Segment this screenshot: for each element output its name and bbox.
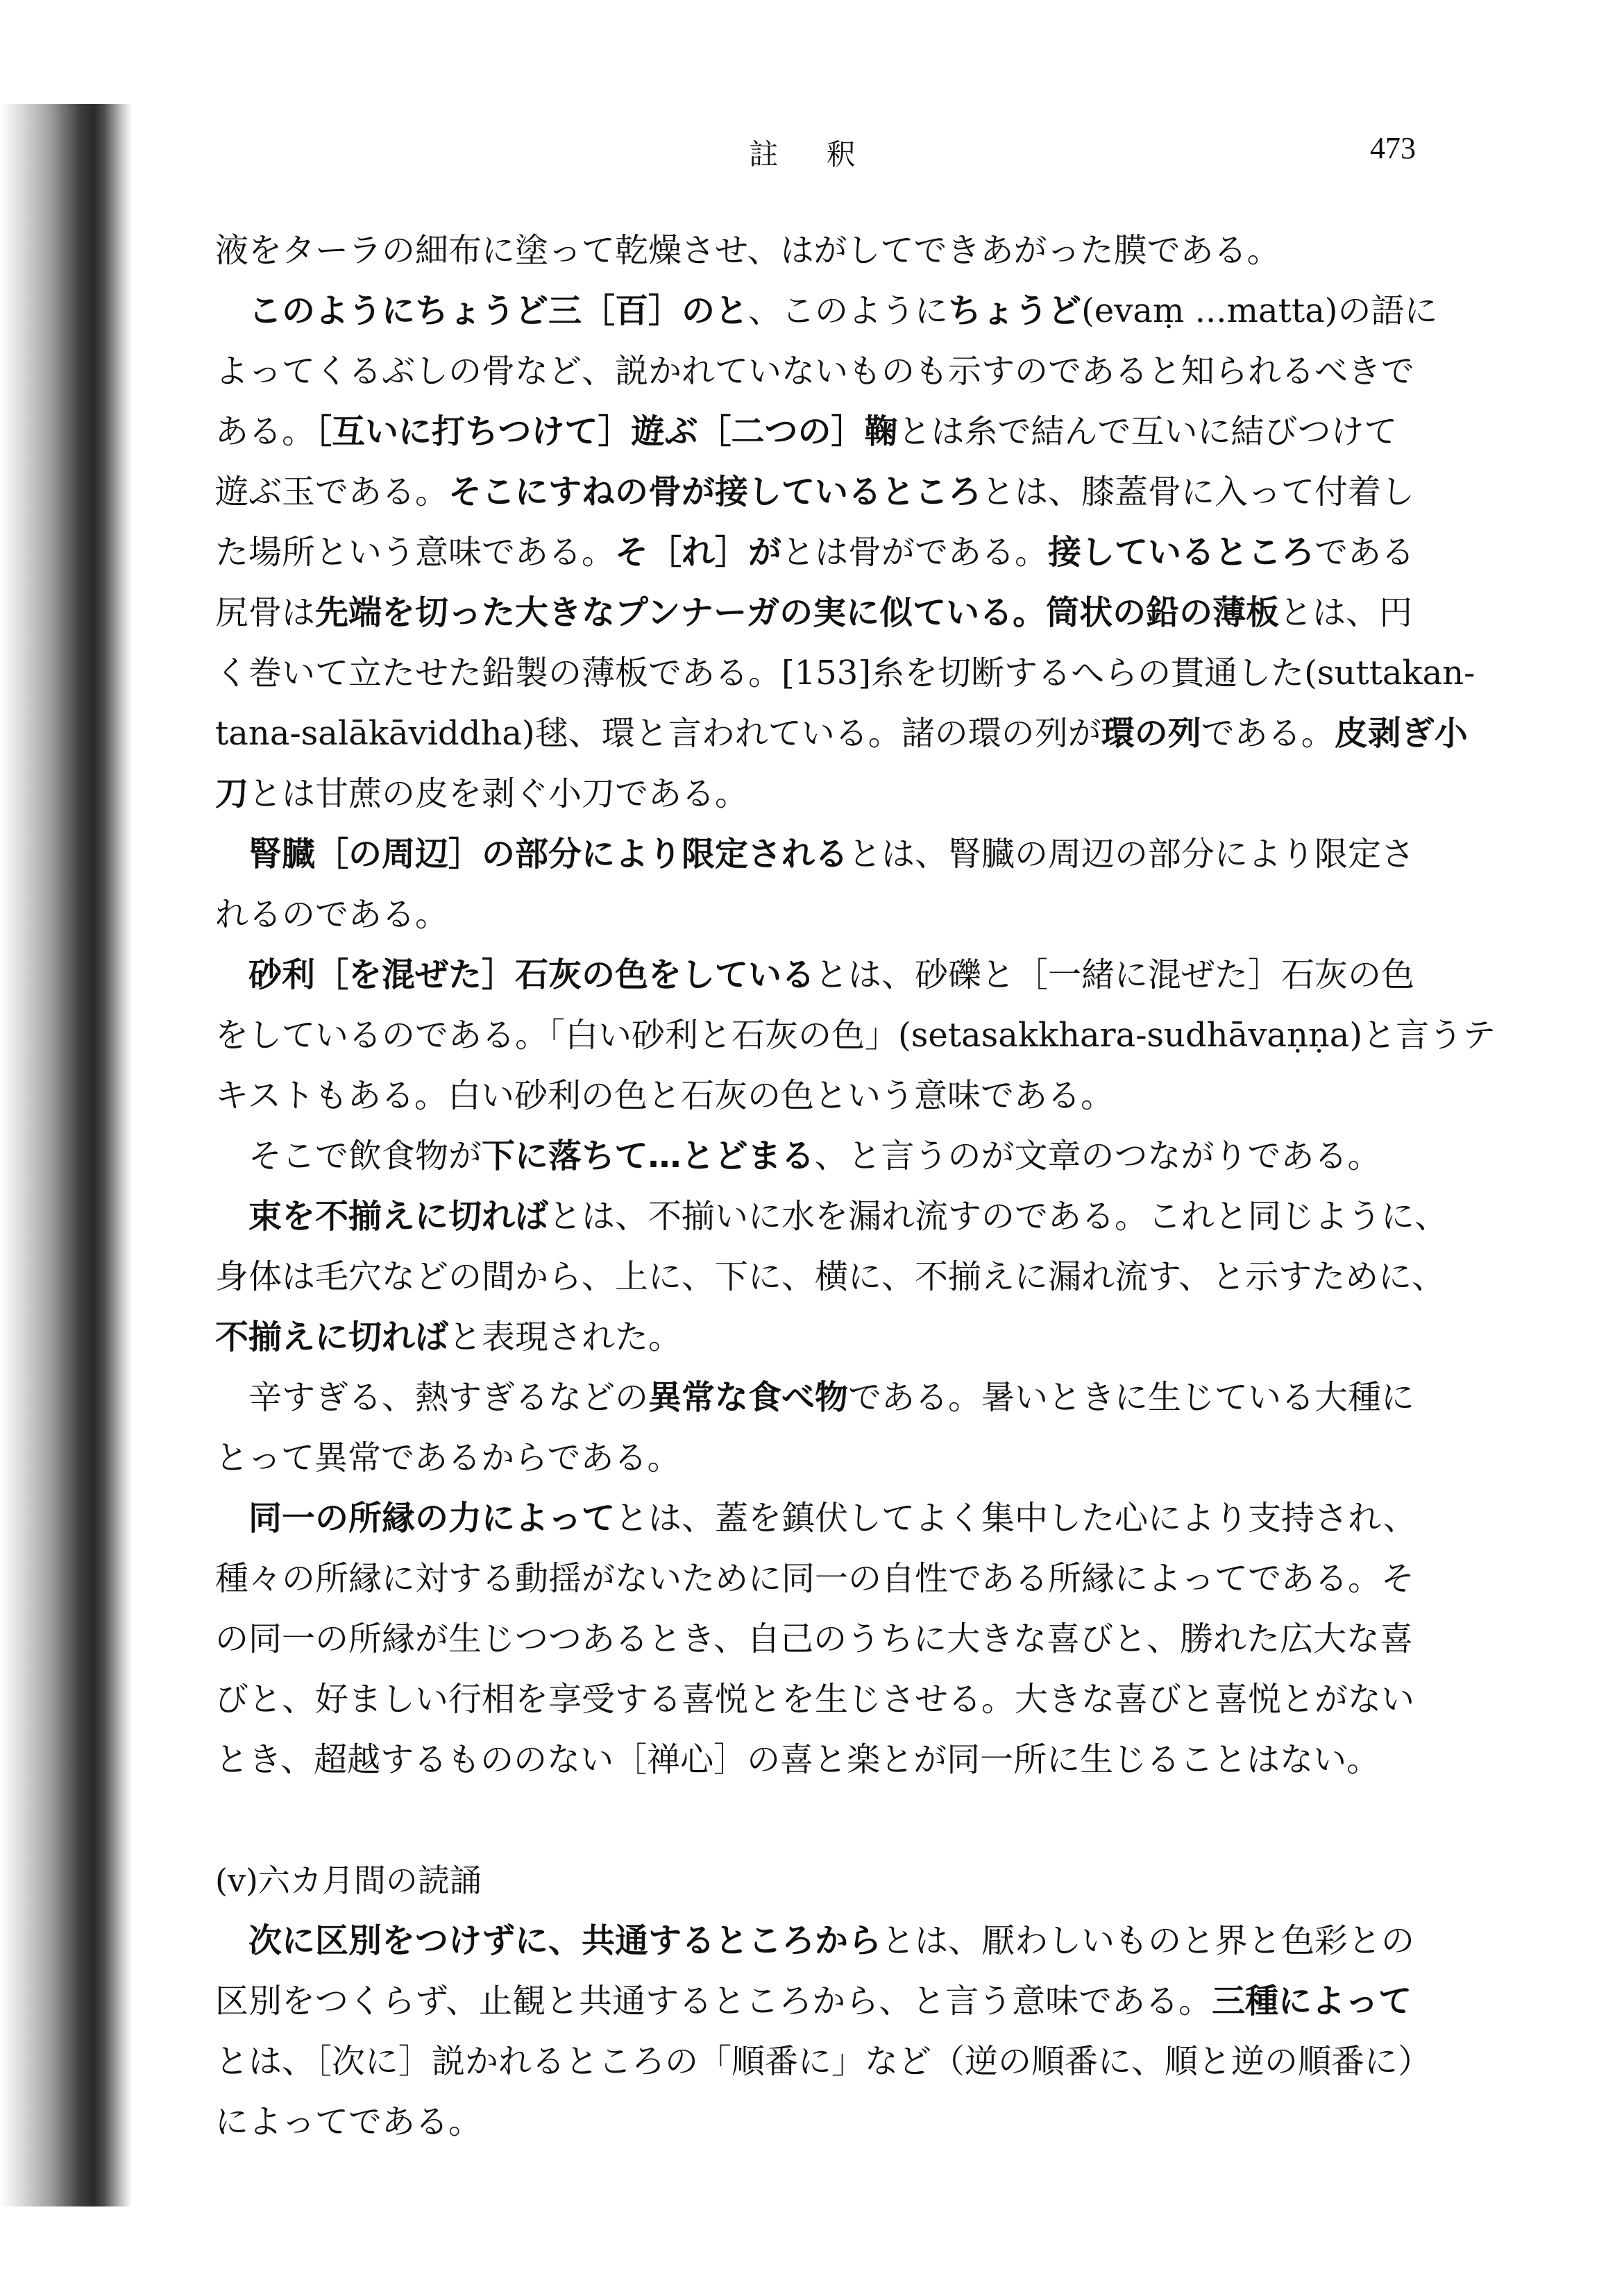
text-line bbox=[215, 281, 1438, 341]
text-run: 、このように bbox=[748, 291, 949, 330]
bold-term: 皮剥ぎ小 bbox=[1334, 714, 1468, 753]
text-line bbox=[215, 2092, 1430, 2152]
bold-term: そこにすねの骨が接しているところ bbox=[448, 473, 982, 511]
text-run: とは、厭わしいものと界と色彩との bbox=[881, 1921, 1415, 1960]
text-run: 身体は毛穴などの間から、上に、下に、横に、不揃えに漏れ流す、と示すために、 bbox=[215, 1257, 1446, 1296]
text-run: びと、好ましい行相を享受する喜悦とを生じさせる。大きな喜びと喜悦とがない bbox=[215, 1680, 1415, 1719]
text-line bbox=[215, 704, 1468, 764]
text-line bbox=[215, 1307, 1430, 1368]
text-line bbox=[215, 824, 1430, 885]
running-header: 註 釈 bbox=[749, 137, 875, 171]
bold-term: 同一の所縁の力によって bbox=[248, 1499, 616, 1538]
body-text bbox=[215, 221, 1496, 2152]
bold-term: 異常な食べ物 bbox=[648, 1378, 849, 1417]
section-heading bbox=[215, 1851, 1430, 1911]
text-run: 、と言うのが文章のつながりである。 bbox=[814, 1137, 1381, 1175]
text-run: 遊ぶ玉である。 bbox=[215, 473, 449, 511]
bold-term: 下に落ちて…とどまる bbox=[482, 1137, 815, 1175]
text-run: である bbox=[1314, 533, 1415, 572]
text-line bbox=[215, 1549, 1430, 1609]
text-line bbox=[215, 1247, 1446, 1307]
bold-term: 三種によって bbox=[1212, 1982, 1412, 2021]
text-run bbox=[215, 1921, 248, 1960]
text-run: キストもある。白い砂利の色と石灰の色という意味である。 bbox=[215, 1076, 1115, 1115]
text-run: 尻骨は bbox=[215, 593, 316, 632]
text-run: 区別をつくらず、止観と共通するところから、と言う意味である。 bbox=[215, 1982, 1212, 2021]
text-run: である。 bbox=[1201, 714, 1335, 753]
bold-term: 砂利［を混ぜた］石灰の色をしている bbox=[248, 955, 815, 994]
text-run: とは、蓋を鎮伏してよく集中した心により支持され、 bbox=[615, 1499, 1416, 1538]
text-line bbox=[215, 1911, 1430, 1971]
text-line bbox=[215, 583, 1430, 643]
text-line bbox=[215, 341, 1430, 402]
text-run: とは、［次に］説かれるところの「順番に」など（逆の順番に、順と逆の順番に） bbox=[215, 2042, 1432, 2081]
text-run: とって異常であるからである。 bbox=[215, 1438, 681, 1477]
text-run: とは、腎臓の周辺の部分により限定さ bbox=[848, 835, 1415, 874]
bold-term: 先端を切った大きなプンナーガの実に似ている。筒状の鉛の薄板 bbox=[315, 593, 1280, 632]
text-line bbox=[215, 1609, 1430, 1669]
text-line bbox=[215, 1488, 1430, 1549]
text-run: と表現された。 bbox=[448, 1318, 682, 1357]
paragraph-gap bbox=[215, 1790, 1430, 1851]
bold-term: 環の列 bbox=[1101, 714, 1201, 753]
text-run: tana-salākāviddha)毬、環と言われている。諸の環の列が bbox=[215, 714, 1101, 753]
bold-term: 不揃えに切れば bbox=[215, 1318, 449, 1357]
text-line bbox=[215, 1730, 1430, 1790]
text-run: とは、砂礫と［一緒に混ぜた］石灰の色 bbox=[815, 955, 1415, 994]
bold-term: 腎臓［の周辺］の部分により限定される bbox=[248, 835, 849, 874]
text-line bbox=[215, 402, 1430, 462]
text-run bbox=[215, 955, 248, 994]
text-run: とは、不揃いに水を漏れ流すのである。これと同じように、 bbox=[548, 1197, 1448, 1236]
bold-term: 束を不揃えに切れば bbox=[248, 1197, 549, 1236]
bold-term: 接しているところ bbox=[1048, 533, 1315, 572]
text-run: れるのである。 bbox=[215, 895, 449, 934]
text-run: ある。 bbox=[215, 412, 316, 451]
text-run: よってくるぶしの骨など、説かれていないものも示すのであると知られるべきで bbox=[215, 352, 1415, 391]
text-run: そこで飲食物が bbox=[215, 1137, 482, 1175]
text-run bbox=[215, 835, 248, 874]
bold-term: 刀 bbox=[215, 774, 249, 813]
text-run: とは甘蔗の皮を剥ぐ小刀である。 bbox=[248, 774, 749, 813]
text-run: とは骨がである。 bbox=[781, 533, 1049, 572]
text-line bbox=[215, 1669, 1430, 1730]
text-run: とは、円 bbox=[1279, 593, 1413, 632]
text-run: によってである。 bbox=[215, 2102, 482, 2141]
text-line bbox=[215, 1187, 1448, 1247]
binding-shadow bbox=[0, 104, 132, 2206]
text-run: 辛すぎる、熱すぎるなどの bbox=[215, 1378, 649, 1417]
text-run: た場所という意味である。 bbox=[215, 533, 616, 572]
text-run bbox=[215, 1197, 248, 1236]
text-line bbox=[215, 945, 1430, 1005]
text-line bbox=[215, 885, 1430, 945]
text-run: とは糸で結んで互いに結びつけて bbox=[897, 412, 1398, 451]
text-line bbox=[215, 462, 1430, 522]
text-line bbox=[215, 221, 1430, 281]
text-line bbox=[215, 1126, 1430, 1187]
bold-term: このようにちょうど三［百］のと bbox=[248, 291, 749, 330]
text-run: く巻いて立たせた鉛製の薄板である。[153]糸を切断するへらの貫通した(suttakan- bbox=[215, 654, 1475, 692]
text-line bbox=[215, 1368, 1430, 1428]
text-run: をしているのである。「白い砂利と石灰の色」(setasakkhara-sudhāvaṇṇa)と言うテ bbox=[215, 1016, 1496, 1055]
text-run: とき、超越するもののない［禅心］の喜と楽とが同一所に生じることはない。 bbox=[215, 1740, 1380, 1779]
text-run bbox=[215, 1499, 248, 1538]
text-run: である。暑いときに生じている大種に bbox=[848, 1378, 1415, 1417]
text-line bbox=[215, 1066, 1430, 1126]
bold-term: ちょうど bbox=[948, 291, 1082, 330]
text-line bbox=[215, 1971, 1430, 2032]
text-run: 液をターラの細布に塗って乾燥させ、はがしてできあがった膜である。 bbox=[215, 231, 1280, 270]
text-line bbox=[215, 1428, 1430, 1488]
bold-term: 次に区別をつけずに、共通するところから bbox=[248, 1921, 882, 1960]
text-line bbox=[215, 764, 1430, 824]
text-run bbox=[215, 291, 248, 330]
text-line bbox=[215, 2032, 1430, 2092]
text-line bbox=[215, 522, 1430, 583]
text-run: とは、膝蓋骨に入って付着し bbox=[981, 473, 1415, 511]
text-run: (v)六カ月間の読誦 bbox=[215, 1862, 482, 1899]
bold-term: ［互いに打ちつけて］遊ぶ［二つの］鞠 bbox=[315, 412, 898, 451]
text-run: 種々の所縁に対する動揺がないために同一の自性である所縁によってである。そ bbox=[215, 1559, 1415, 1598]
text-line bbox=[215, 643, 1475, 704]
bold-term: そ［れ］が bbox=[615, 533, 782, 572]
text-line bbox=[215, 1005, 1496, 1066]
text-run: の同一の所縁が生じつつあるとき、自己のうちに大きな喜びと、勝れた広大な喜 bbox=[215, 1619, 1414, 1658]
text-run: (evaṃ ...matta)の語に bbox=[1081, 291, 1438, 330]
page-number: 473 bbox=[1370, 131, 1416, 165]
